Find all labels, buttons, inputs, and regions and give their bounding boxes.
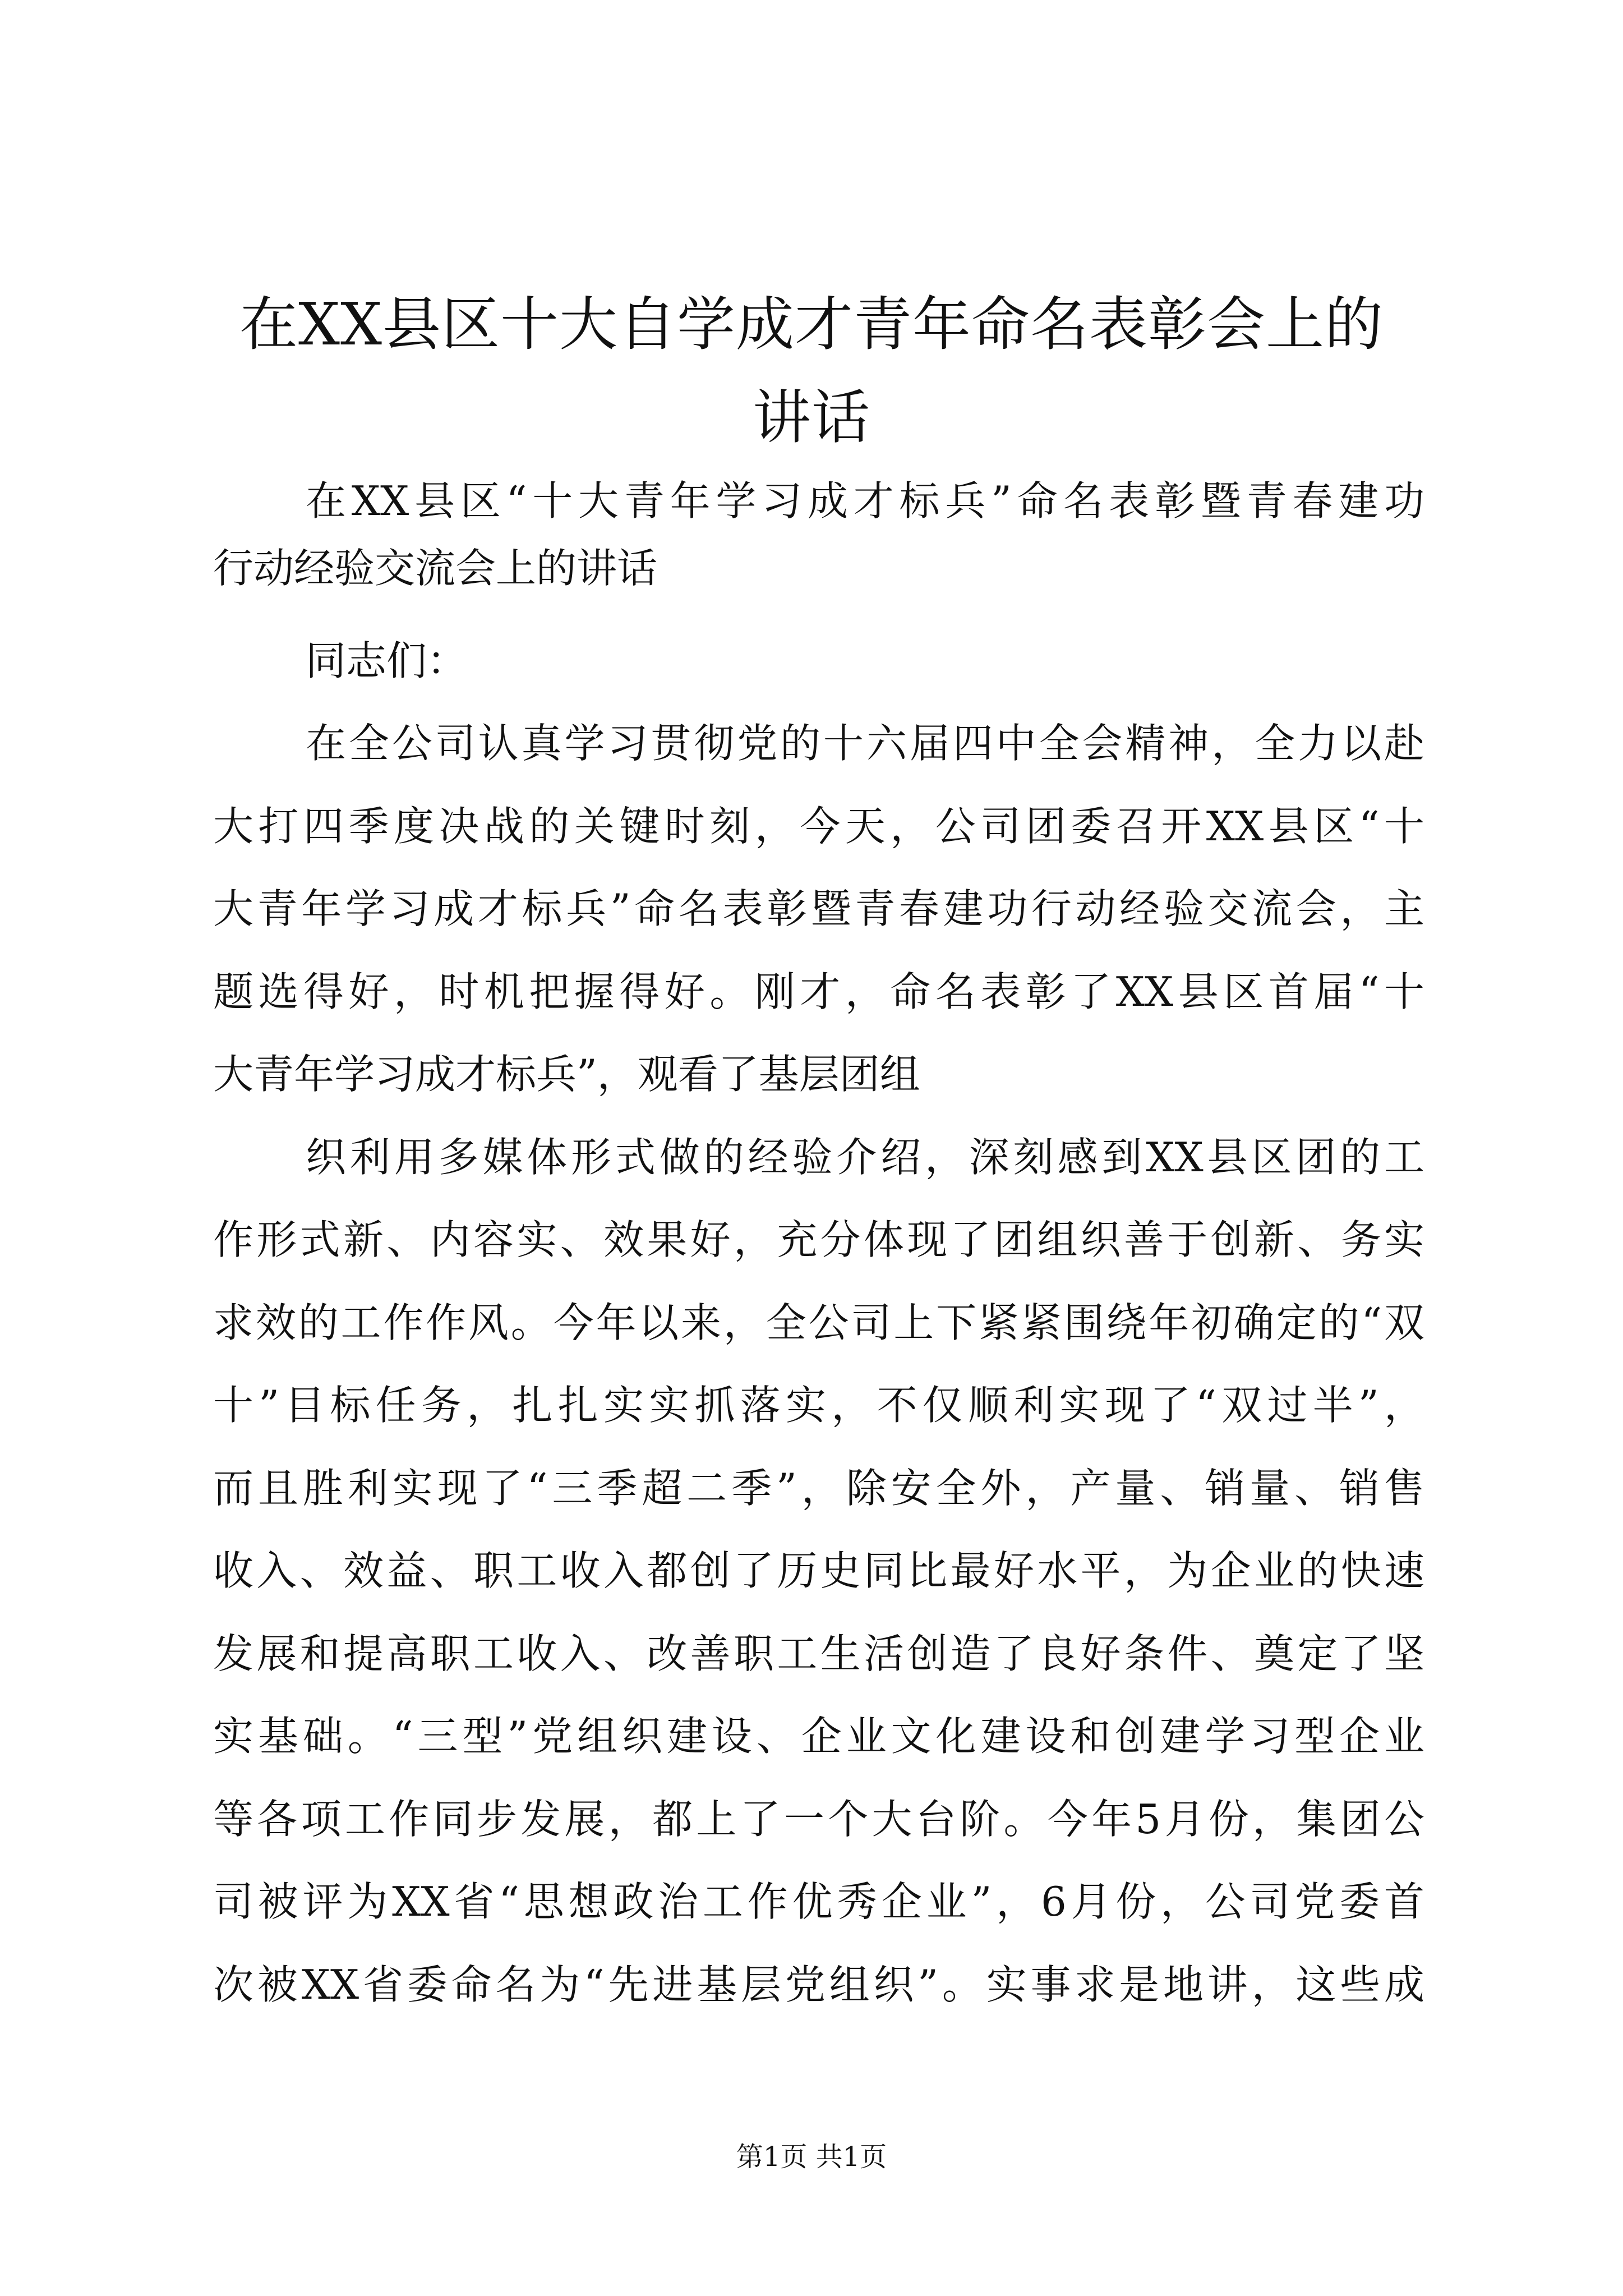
title-line-1: 在XX县区十大自学成才青年命名表彰会上的 (239, 290, 1384, 358)
paragraph-2-line: 十”目标任务，扎扎实实抓落实，不仅顺利实现了“双过半”， (213, 1382, 1424, 1429)
document-title (202, 278, 1421, 464)
paragraph-2-line: 次被XX省委命名为“先进基层党组织”。实事求是地讲，这些成 (213, 1961, 1424, 2008)
title-line-2: 讲话 (752, 383, 870, 452)
paragraph-1-line: 大青年学习成才标兵”，观看了基层团组 (213, 1051, 920, 1098)
paragraph-1-line: 在全公司认真学习贯彻党的十六届四中全会精神，全力以赴 (306, 720, 1424, 767)
paragraph-1-line: 题选得好，时机把握得好。刚才，命名表彰了XX县区首届“十 (213, 968, 1424, 1015)
subtitle-line-2: 行动经验交流会上的讲话 (213, 545, 658, 592)
paragraph-1-line: 大青年学习成才标兵”命名表彰暨青春建功行动经验交流会，主 (213, 885, 1424, 932)
paragraph-2-line: 收入、效益、职工收入都创了历史同比最好水平，为企业的快速 (213, 1547, 1424, 1594)
greeting: 同志们： (306, 637, 468, 684)
page-footer: 第1页 共1页 (736, 2141, 887, 2173)
paragraph-2-line: 求效的工作作风。今年以来，全公司上下紧紧围绕年初确定的“双 (213, 1299, 1424, 1346)
paragraph-2-line: 作形式新、内容实、效果好，充分体现了团组织善于创新、务实 (213, 1216, 1424, 1263)
paragraph-2-line: 发展和提高职工收入、改善职工生活创造了良好条件、奠定了坚 (213, 1630, 1424, 1677)
paragraph-2-line: 等各项工作同步发展，都上了一个大台阶。今年5月份，集团公 (213, 1796, 1424, 1843)
paragraph-2-line: 实基础。“三型”党组织建设、企业文化建设和创建学习型企业 (213, 1713, 1424, 1760)
paragraph-2-line: 织利用多媒体形式做的经验介绍，深刻感到XX县区团的工 (306, 1134, 1424, 1181)
paragraph-2-line: 而且胜利实现了“三季超二季”，除安全外，产量、销量、销售 (213, 1465, 1424, 1512)
paragraph-2-line: 司被评为XX省“思想政治工作优秀企业”，6月份，公司党委首 (213, 1878, 1424, 1925)
paragraph-1-line: 大打四季度决战的关键时刻，今天，公司团委召开XX县区“十 (213, 803, 1424, 850)
subtitle-line-1: 在XX县区“十大青年学习成才标兵”命名表彰暨青春建功 (306, 477, 1424, 524)
